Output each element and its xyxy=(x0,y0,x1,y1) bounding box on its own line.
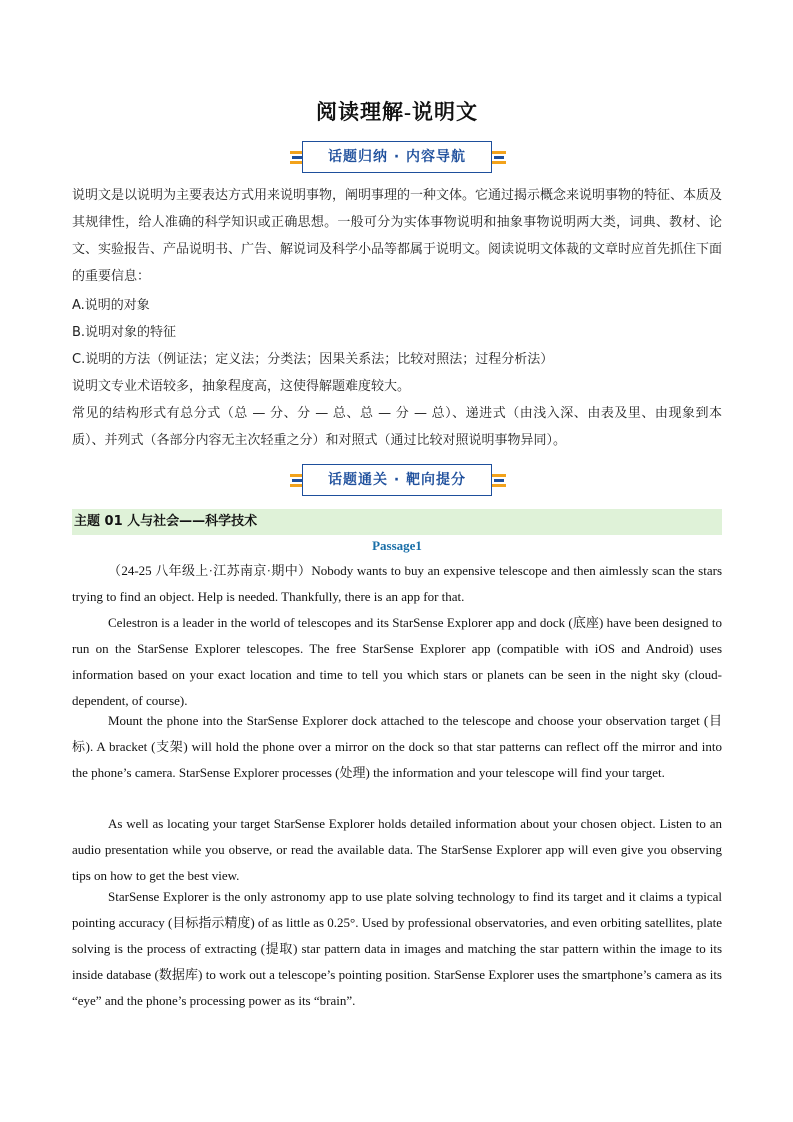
intro-paragraph-structure: 常见的结构形式有总分式（总 — 分、分 — 总、总 — 分 — 总）、递进式（由浅入深、由表及里、由现象到本质）、并列式（各部分内容无主次轻重之分）和对照式（通过比较对照说明事物异同）。 xyxy=(72,406,722,448)
passage-title: Passage1 xyxy=(372,538,422,553)
page-title: 阅读理解-说明文 xyxy=(316,100,478,124)
passage-paragraph: Celestron is a leader in the world of telescopes and its StarSense Explorer app and dock (底座) have been designed to run on the StarSense Explorer telescopes. The free StarSense Explorer app (compatible with iOS and Android) uses information based on your exact location and time to tell you which stars or planets can be seen in the night sky (cloud-dependent, of course). xyxy=(72,615,722,708)
passage-paragraph: Mount the phone into the StarSense Explorer dock attached to the telescope and choose your observation target (目标). A bracket (支架) will hold the phone over a mirror on the dock so that star patterns can reflect off the mirror and into the phone’s camera. StarSense Explorer processes (处理) the information and your telescope will find your target. xyxy=(72,713,722,780)
intro-item-b: B.说明对象的特征 xyxy=(72,325,177,340)
banner-decoration-icon xyxy=(492,473,506,487)
intro-paragraph: 说明文是以说明为主要表达方式用来说明事物，阐明事理的一种文体。它通过揭示概念来说明事物的特征、本质及其规律性，给人准确的科学知识或正确思想。一般可分为实体事物说明和抽象事物说明两大类，词典、教材、论文、实验报告、产品说明书、广告、解说词及科学小品等都属于说明文。阅读说明文体裁的文章时应首先抓住下面的重要信息： xyxy=(72,188,723,284)
passage-paragraph: As well as locating your target StarSense Explorer holds detailed information about your chosen object. Listen to an audio presentation while you observe, or read the available data. The StarSense Explorer app will even give you observing tips on how to get the best view. xyxy=(72,816,722,883)
banner-label: 话题归纳 · 内容导航 xyxy=(302,141,492,173)
passage-paragraph: StarSense Explorer is the only astronomy app to use plate solving technology to find its target and it claims a typical pointing accuracy (目标指示精度) of as little as 0.25°. Used by professional observatories, and even orbiting satellites, plate solving is the process of extracting (提取) star pattern data in images and matching the star pattern within the image to its inside database (数据库) to work out a telescope’s pointing position. StarSense Explorer uses the smartphone’s camera as its “eye” and the phone’s processing power as its “brain”. xyxy=(72,889,722,1008)
intro-item-a: A.说明的对象 xyxy=(72,298,150,313)
intro-paragraph-terms: 说明文专业术语较多，抽象程度高，这使得解题难度较大。 xyxy=(72,379,411,394)
intro-item-c: C.说明的方法（例证法；定义法；分类法；因果关系法；比较对照法；过程分析法） xyxy=(72,352,554,367)
banner-decoration-icon xyxy=(492,150,506,164)
topic-heading: 主题 01 人与社会——科学技术 xyxy=(72,509,722,535)
passage-paragraph: （24-25 八年级上·江苏南京·期中）Nobody wants to buy an expensive telescope and then aimlessly scan the stars trying to find an object. Help is needed. Thankfully, there is an app for that. xyxy=(72,563,722,604)
section-banner-topic-summary xyxy=(284,141,512,175)
banner-label: 话题通关 · 靶向提分 xyxy=(302,464,492,496)
section-banner-practice xyxy=(284,464,512,498)
